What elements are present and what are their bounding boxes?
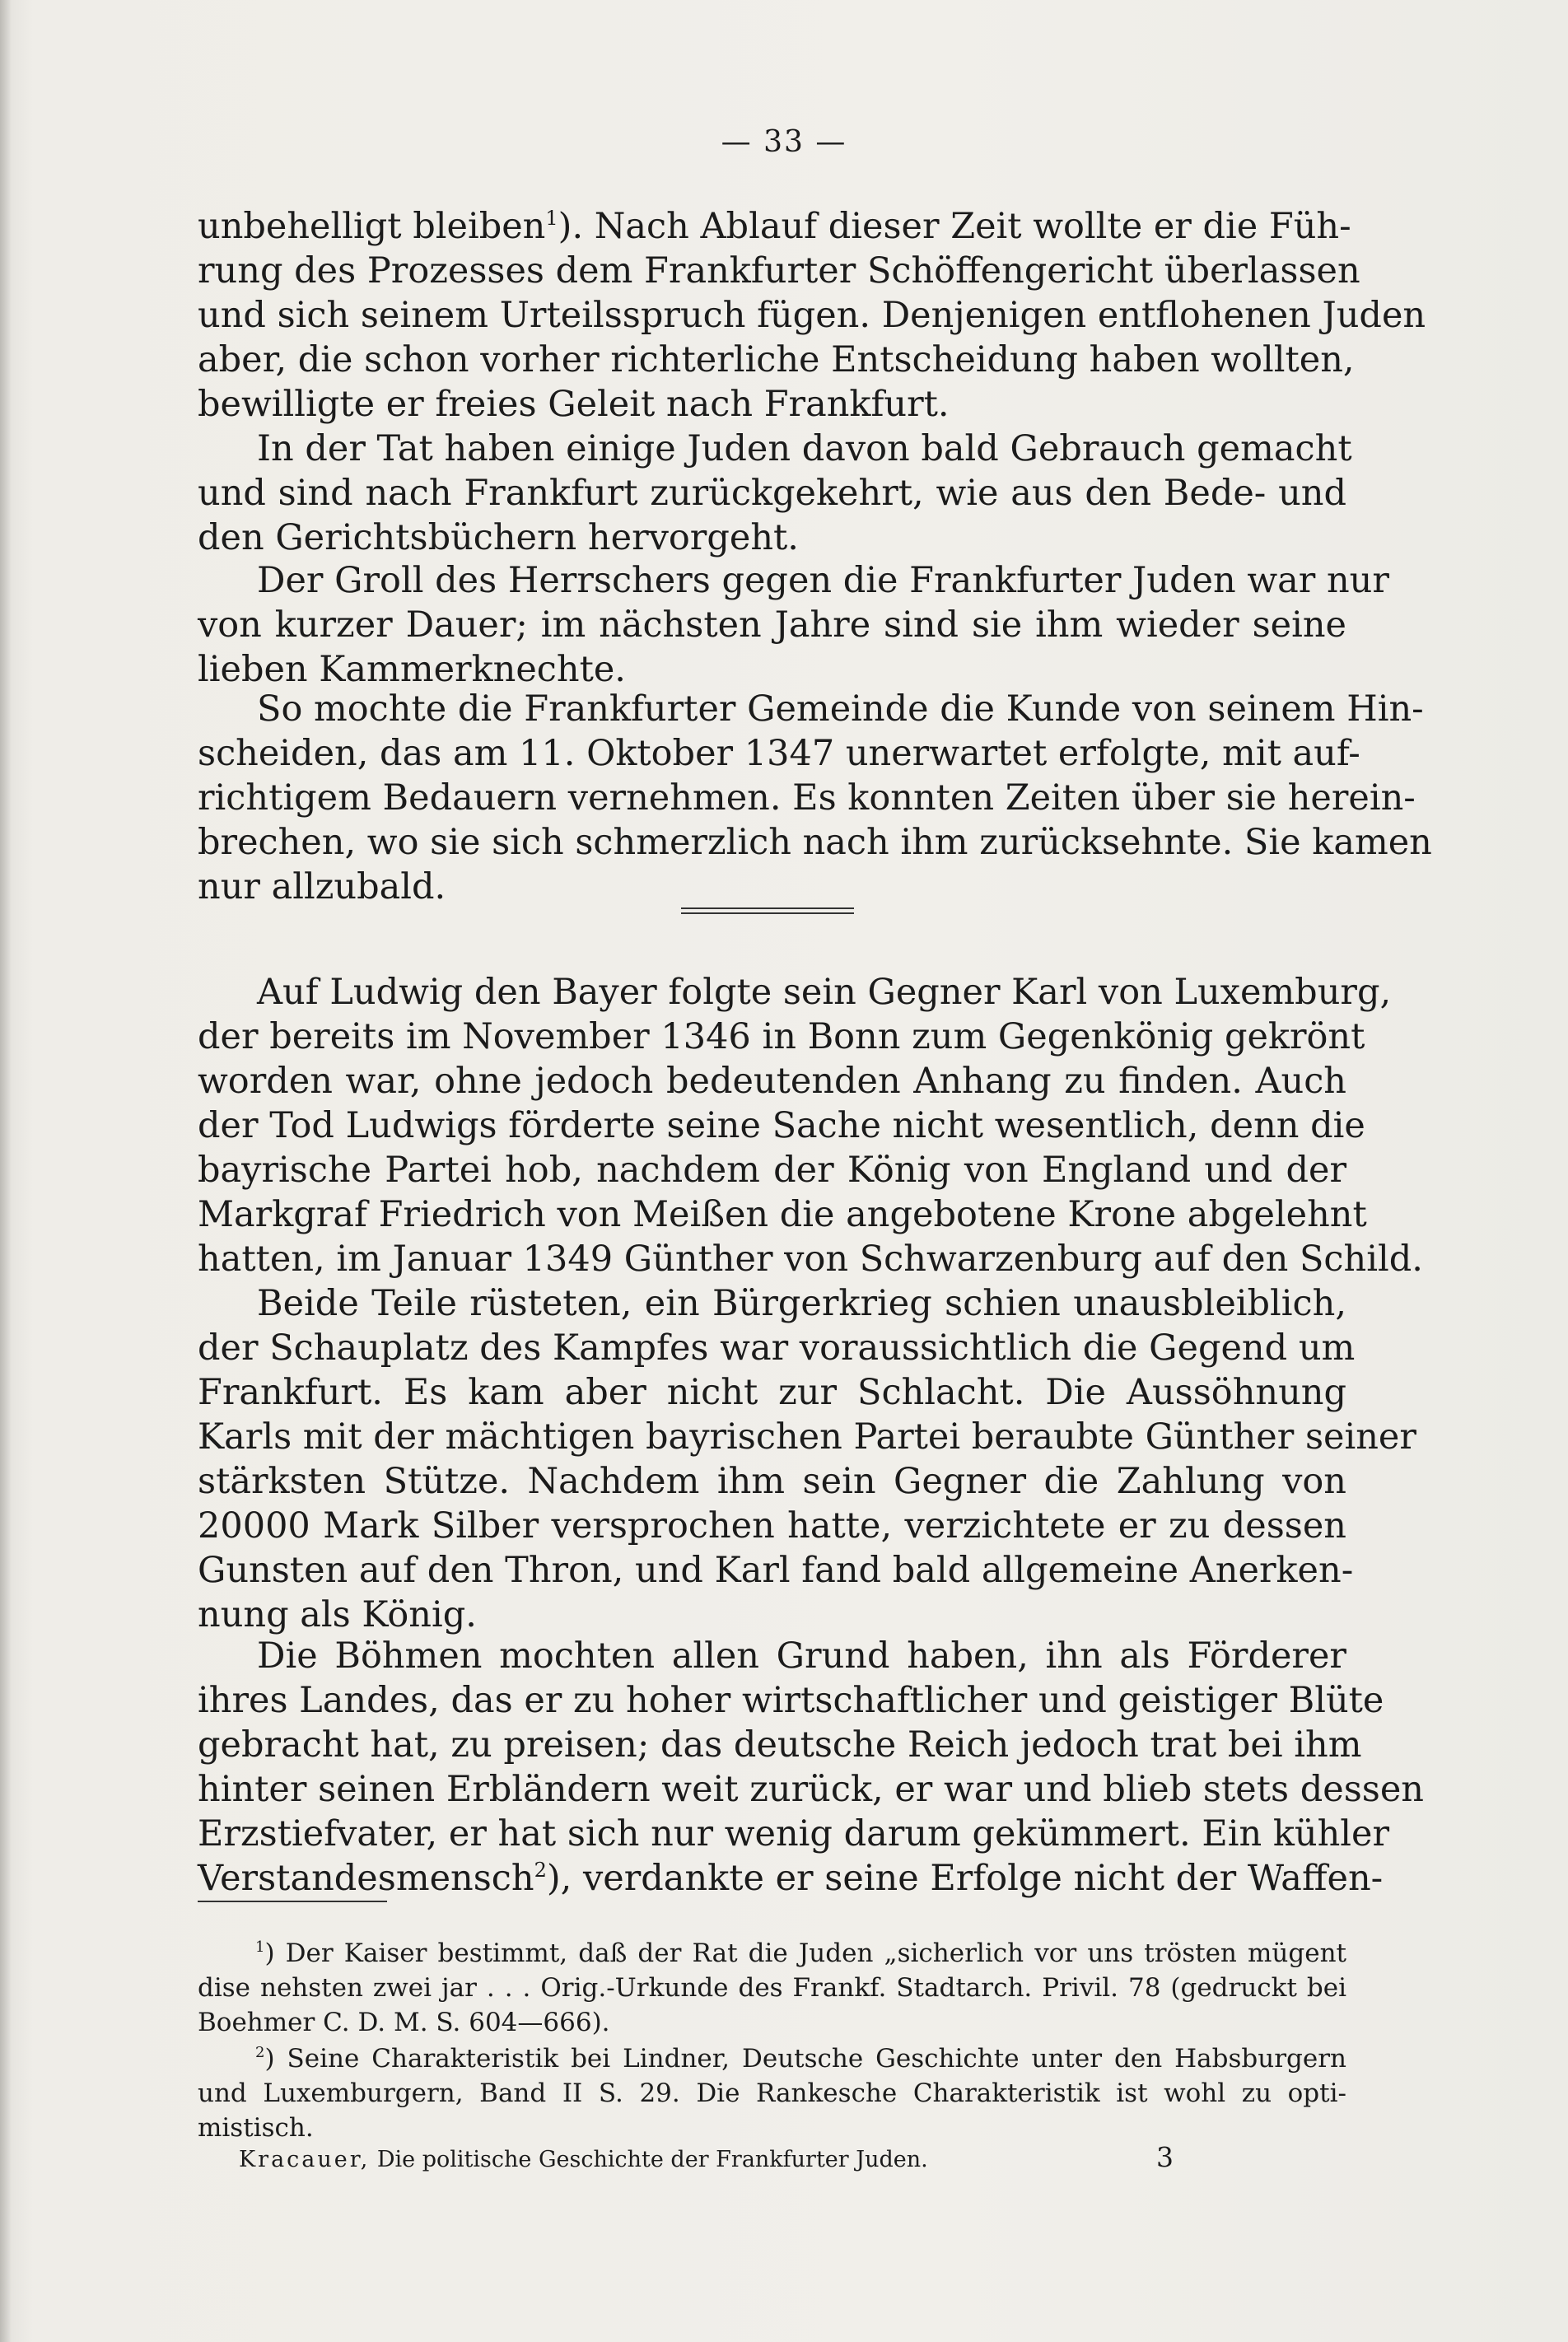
text-line: Beide Teile rüsteten, ein Bürgerkrieg schien unausbleiblich, (257, 1283, 1346, 1324)
text-line: den Gerichtsbüchern hervorgeht. (198, 517, 799, 558)
section-divider (681, 912, 854, 914)
text-line: rung des Prozesses dem Frankfurter Schöffengericht überlassen (198, 250, 1360, 292)
text-line: stärksten Stütze. Nachdem ihm sein Gegner die Zahlung von (198, 1461, 1346, 1502)
footnote-1-line: Boehmer C. D. M. S. 604—666). (198, 2008, 610, 2037)
footnote-2-line: $^2$) Seine Charakteristik bei Lindner, Deutsche Geschichte unter den Habsburgern (255, 2044, 1346, 2074)
signature-title: Die politische Geschichte der Frankfurter Juden. (376, 2147, 928, 2172)
footnote-2-line: und Luxemburgern, Band II S. 29. Die Rankesche Charakteristik ist wohl zu opti- (198, 2078, 1346, 2108)
text-line: Verstandesmensch$^2$), verdankte er seine Erfolge nicht der Waffen- (198, 1858, 1384, 1899)
footnote-marker-1: 1 (255, 1938, 265, 1956)
footnote-ref-2: 2 (534, 1859, 547, 1882)
footnote-divider (198, 1901, 387, 1902)
text-line: und sind nach Frankfurt zurückgekehrt, wie aus den Bede- und (198, 473, 1346, 514)
text-line: von kurzer Dauer; im nächsten Jahre sind sie ihm wieder seine (198, 604, 1346, 646)
text-line: Die Böhmen mochten allen Grund haben, ihn als Förderer (257, 1635, 1346, 1677)
text-line: nur allzubald. (198, 866, 446, 907)
text-line: Gunsten auf den Thron, und Karl fand bald allgemeine Anerken- (198, 1550, 1354, 1591)
text-line: gebracht hat, zu preisen; das deutsche Reich jedoch trat bei ihm (198, 1724, 1362, 1766)
page-number: — 33 — (721, 125, 847, 159)
footnote-2-line: mistisch. (198, 2113, 314, 2143)
text-line: In der Tat haben einige Juden davon bald Gebrauch gemacht (257, 428, 1352, 469)
text-line: lieben Kammerknechte. (198, 649, 626, 690)
text-line: 20000 Mark Silber versprochen hatte, verzichtete er zu dessen (198, 1505, 1346, 1547)
text-line: Karls mit der mächtigen bayrischen Partei beraubte Günther seiner (198, 1416, 1416, 1458)
text-line: Auf Ludwig den Bayer folgte sein Gegner Karl von Luxemburg, (257, 972, 1392, 1013)
text-line: nung als König. (198, 1594, 477, 1635)
text-line: bewilligte er freies Geleit nach Frankfurt. (198, 384, 950, 425)
section-divider (681, 907, 854, 909)
text-line: der Tod Ludwigs förderte seine Sache nicht wesentlich, denn die (198, 1105, 1365, 1146)
text-line: ihres Landes, das er zu hoher wirtschaftlicher und geistiger Blüte (198, 1680, 1384, 1721)
text-line: Frankfurt. Es kam aber nicht zur Schlacht. Die Aussöhnung (198, 1372, 1346, 1413)
sheet-number: 3 (1156, 2141, 1174, 2173)
text-line: So mochte die Frankfurter Gemeinde die Kunde von seinem Hin- (257, 688, 1424, 730)
text-line: hinter seinen Erbländern weit zurück, er war und blieb stets dessen (198, 1769, 1424, 1810)
text-line: aber, die schon vorher richterliche Entscheidung haben wollten, (198, 339, 1355, 380)
text-line: richtigem Bedauern vernehmen. Es konnten Zeiten über sie herein- (198, 777, 1416, 819)
text-line: Erzstiefvater, er hat sich nur wenig darum gekümmert. Ein kühler (198, 1813, 1390, 1854)
text-line: brechen, wo sie sich schmerzlich nach ihm zurücksehnte. Sie kamen (198, 822, 1432, 863)
text-line: bayrische Partei hob, nachdem der König von England und der (198, 1150, 1346, 1191)
text-line: worden war, ohne jedoch bedeutenden Anhang zu finden. Auch (198, 1061, 1346, 1102)
text-line: hatten, im Januar 1349 Günther von Schwarzenburg auf den Schild. (198, 1239, 1423, 1280)
text-line: scheiden, das am 11. Oktober 1347 unerwartet erfolgte, mit auf- (198, 733, 1360, 774)
sheet-signature (239, 2145, 928, 2175)
signature-author: Kracauer, (239, 2147, 371, 2172)
footnote-1-line: $^1$) Der Kaiser bestimmt, daß der Rat die Juden „sicherlich vor uns trösten mügent (255, 1938, 1346, 1968)
text-line: der bereits im November 1346 in Bonn zum Gegenkönig gekrönt (198, 1016, 1365, 1057)
footnote-1-line: dise nehsten zwei jar . . . Orig.-Urkunde des Frankf. Stadtarch. Privil. 78 (gedruckt bei (198, 1973, 1346, 2003)
footnote-marker-2: 2 (255, 2044, 265, 2061)
footnote-ref-1: 1 (545, 207, 558, 230)
text-line: unbehelligt bleiben$^1$). Nach Ablauf dieser Zeit wollte er die Füh- (198, 206, 1351, 247)
text-line: Markgraf Friedrich von Meißen die angebotene Krone abgelehnt (198, 1194, 1367, 1235)
text-line: Der Groll des Herrschers gegen die Frankfurter Juden war nur (257, 560, 1389, 601)
text-line: der Schauplatz des Kampfes war voraussichtlich die Gegend um (198, 1327, 1356, 1369)
page-edge-shadow (0, 0, 12, 2342)
text-line: und sich seinem Urteilsspruch fügen. Denjenigen entflohenen Juden (198, 295, 1426, 336)
